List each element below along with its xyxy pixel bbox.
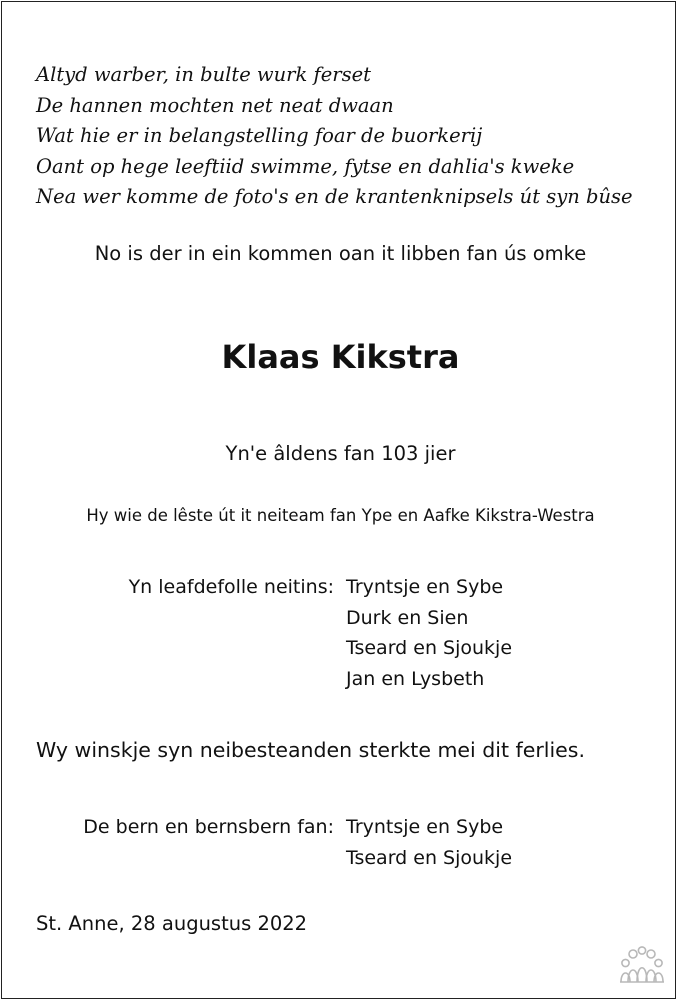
- poem-line: De hannen mochten net neat dwaan: [36, 93, 394, 117]
- list-item: Durk en Sien: [346, 606, 469, 629]
- list-item: Tseard en Sjoukje: [346, 846, 513, 869]
- poem: [36, 60, 656, 213]
- nieces-label: Yn leafdefolle neitins:: [128, 576, 334, 598]
- condolence-wish: Wy winskje syn neibesteanden sterkte mei dit ferlies.: [36, 738, 585, 762]
- age-line: Yn'e âldens fan 103 jier: [225, 442, 456, 465]
- nieces-names: [346, 572, 512, 694]
- list-item: Tryntsje en Sybe: [346, 576, 504, 598]
- poem-line: Nea wer komme de foto's en de krantenknipsels út syn bûse: [36, 185, 633, 208]
- list-item: Tseard en Sjoukje: [346, 637, 513, 659]
- place-date: St. Anne, 28 augustus 2022: [36, 912, 308, 935]
- family-line: Hy wie de lêste út it neiteam fan Ype en Aafke Kikstra-Westra: [86, 506, 595, 525]
- poem-line: Wat hie er in belangstelling foar de buorkerij: [36, 124, 483, 147]
- people-group-icon: [619, 946, 665, 988]
- deceased-name: Klaas Kikstra: [221, 338, 460, 376]
- poem-line: Altyd warber, in bulte wurk ferset: [36, 63, 371, 86]
- children-label: De bern en bernsbern fan:: [83, 816, 334, 838]
- poem-line: Oant op hege leeftiid swimme, fytse en dahlia's kweke: [36, 154, 575, 178]
- intro-text: No is der in ein kommen oan it libben fan ús omke: [94, 242, 587, 265]
- announcement-frame: [1, 1, 676, 999]
- children-names: [346, 812, 512, 873]
- list-item: Tryntsje en Sybe: [346, 816, 504, 838]
- list-item: Jan en Lysbeth: [346, 667, 485, 690]
